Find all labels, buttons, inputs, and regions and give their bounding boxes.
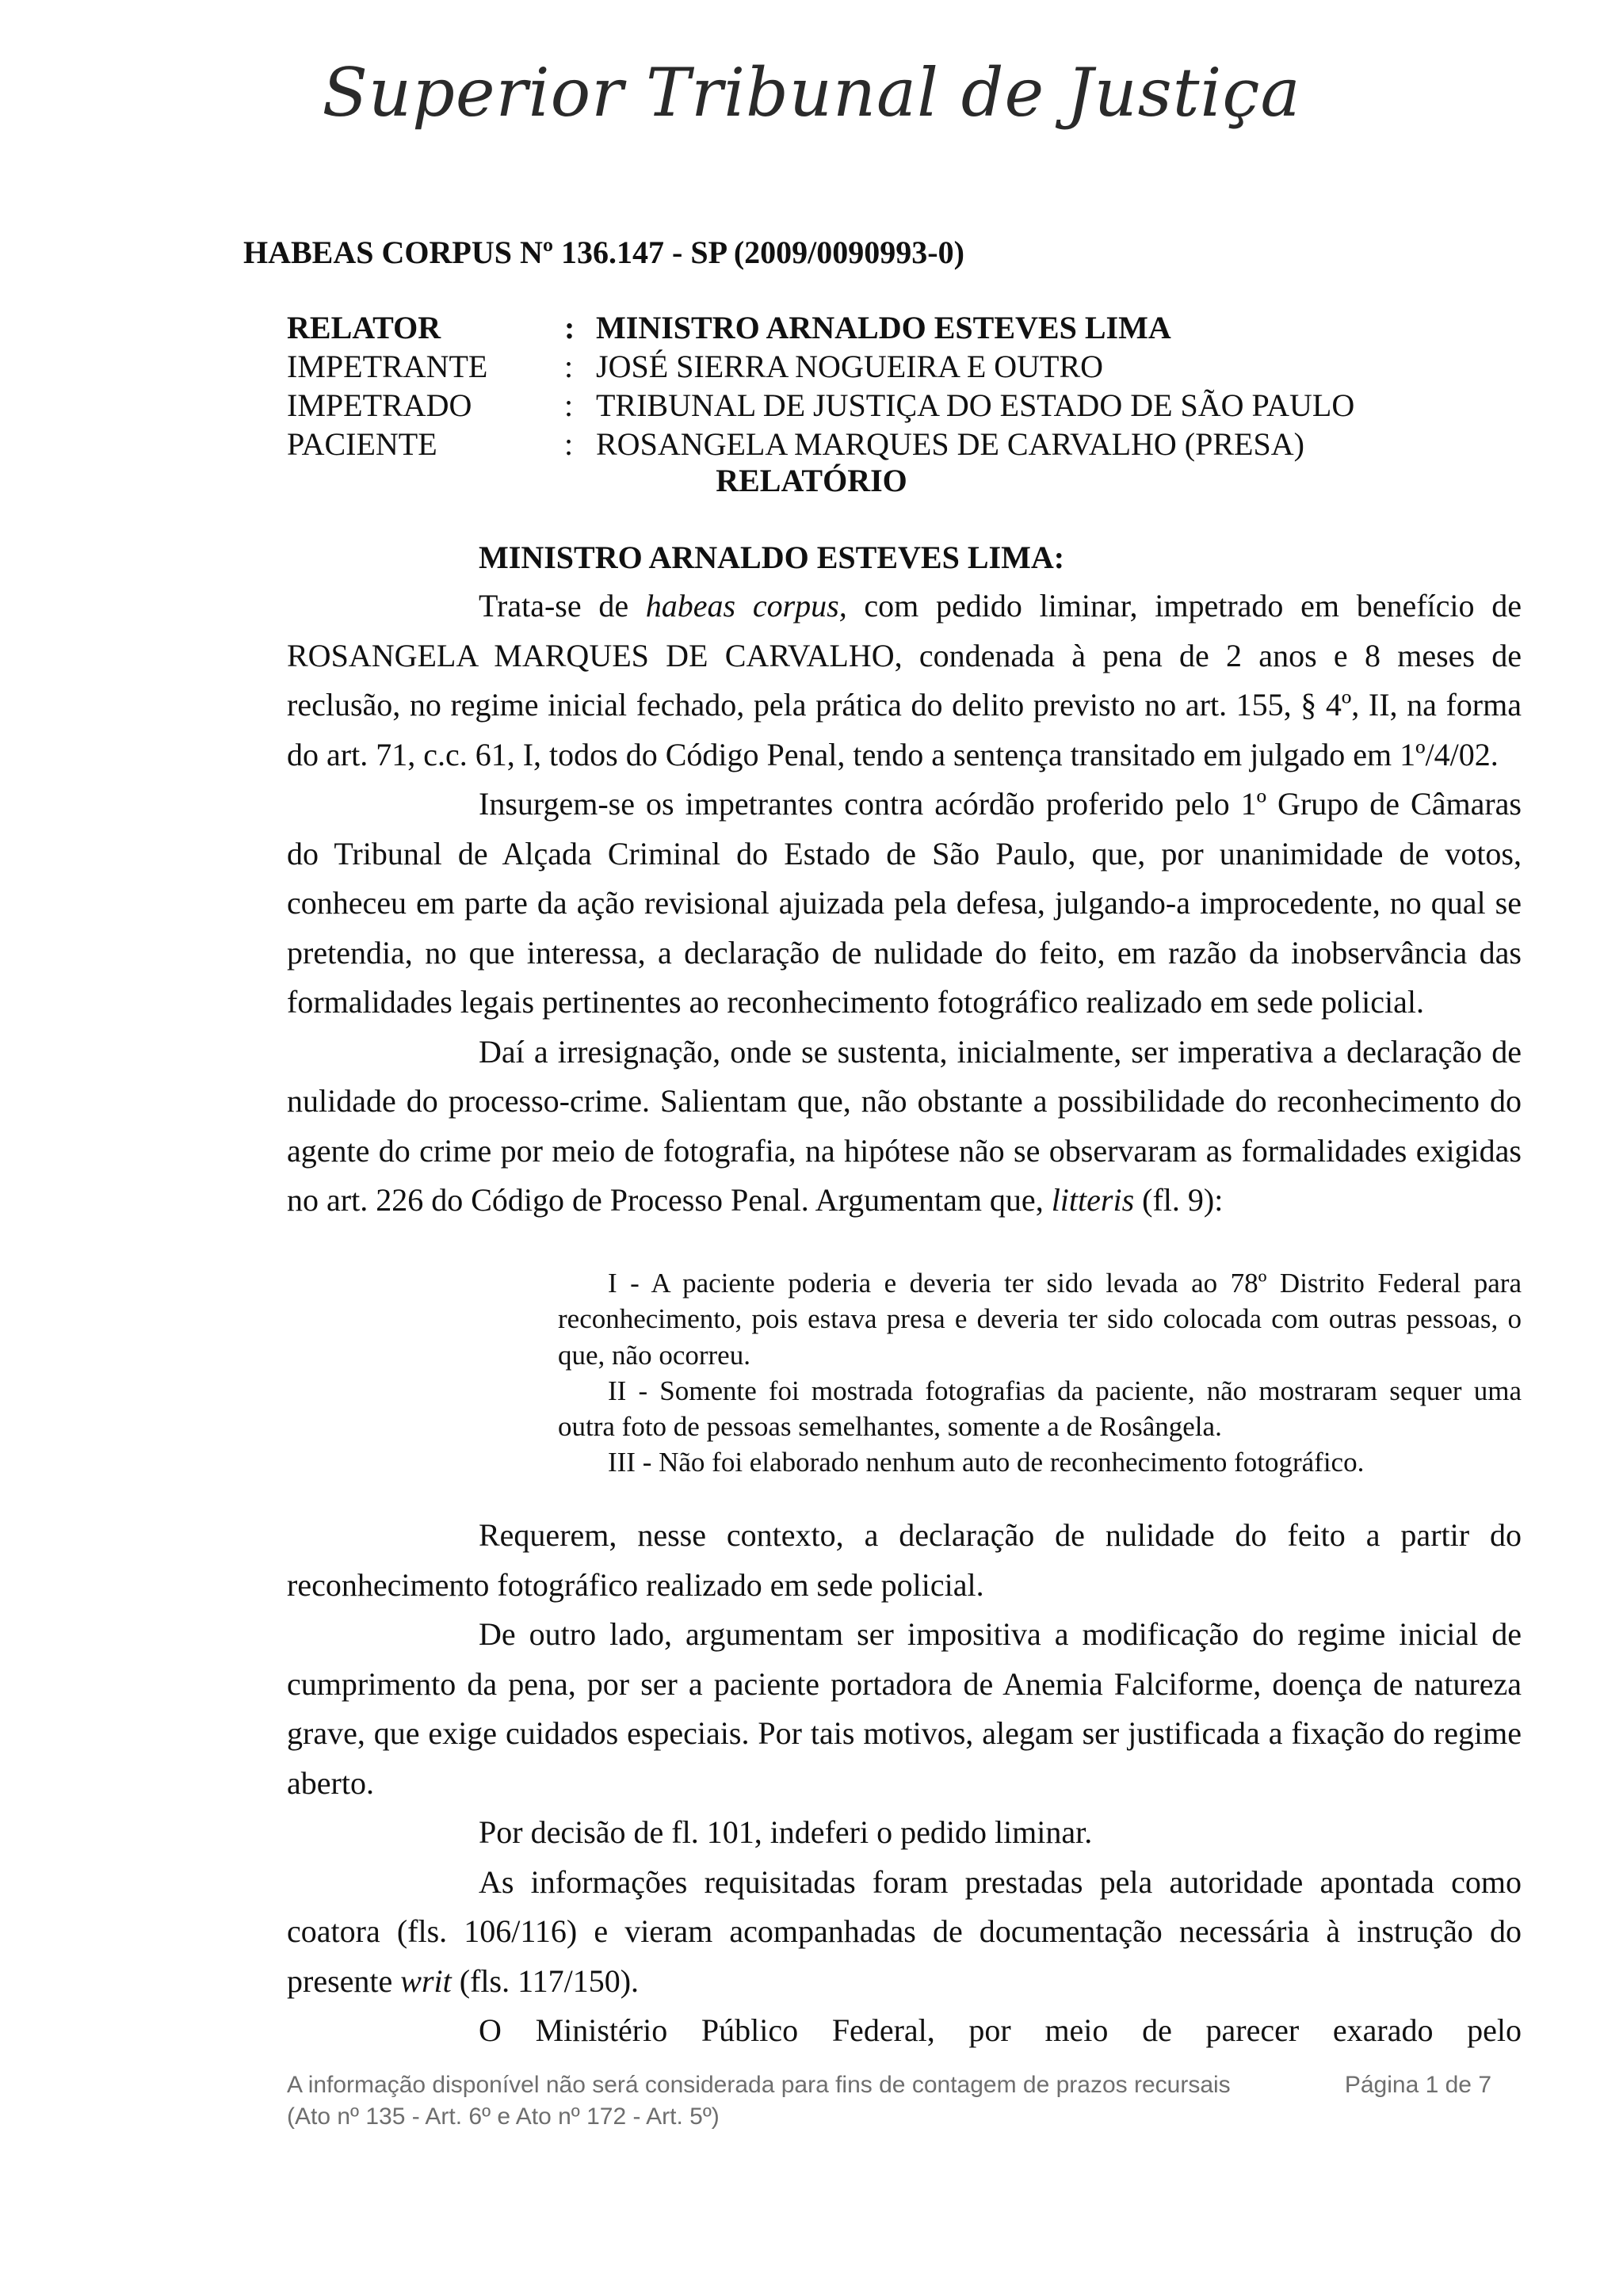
case-title: HABEAS CORPUS Nº 136.147 - SP (2009/0090993-0) xyxy=(243,235,964,270)
body-paragraph xyxy=(287,1858,1522,2007)
quote-item: II - Somente foi mostrada fotografias da paciente, não mostraram sequer uma outra foto de pessoas semelhantes, somente a de Rosângela. xyxy=(558,1375,1522,1443)
party-row-relator xyxy=(287,309,1555,348)
footer-notice-line-1: A informação disponível não será considerada para fins de contagem de prazos recursais xyxy=(287,2072,1231,2098)
speaker-heading: MINISTRO ARNALDO ESTEVES LIMA: xyxy=(479,540,1065,575)
party-colon: : xyxy=(564,349,574,384)
body-text: (fl. 9): xyxy=(1134,1182,1224,1218)
block-quote xyxy=(558,1265,1522,1481)
party-label: PACIENTE xyxy=(287,426,437,462)
quote-item: I - A paciente poderia e deveria ter sido levada ao 78º Distrito Federal para reconhecimento, pois estava presa e deveria ter sido colocada com outras pessoas, o que, não ocorreu. xyxy=(558,1268,1522,1371)
body-paragraph: Insurgem-se os impetrantes contra acórdão proferido pelo 1º Grupo de Câmaras do Tribunal de Alçada Criminal do Estado de São Paulo, que, por unanimidade de votos, conheceu em parte da ação revisional ajuizada pela defesa, julgando-a improcedente, no qual se pretendia, no que interessa, a declaração de nulidade do feito, em razão da inobservância das formalidades legais pertinentes ao reconhecimento fotográfico realizado em sede policial. xyxy=(287,786,1522,1020)
party-value: TRIBUNAL DE JUSTIÇA DO ESTADO DE SÃO PAULO xyxy=(596,387,1355,423)
section-title: RELATÓRIO xyxy=(716,463,907,498)
body-paragraphs-after-quote xyxy=(287,1511,1522,2056)
party-row-impetrado xyxy=(287,387,1555,425)
body-paragraph: Requerem, nesse contexto, a declaração de nulidade do feito a partir do reconhecimento fotográfico realizado em sede policial. xyxy=(287,1517,1522,1603)
party-value: ROSANGELA MARQUES DE CARVALHO (PRESA) xyxy=(596,426,1304,462)
body-paragraph-continued: O Ministério Público Federal, por meio de parecer exarado pelo xyxy=(479,2012,1522,2048)
page-number: Página 1 de 7 xyxy=(1344,2072,1491,2098)
body-text: As informações requisitadas foram prestadas pela autoridade apontada como coatora (fls. 106/116) e vieram acompanhadas de documentação necessária à instrução do presente xyxy=(287,1863,1522,1999)
party-colon: : xyxy=(564,310,575,345)
body-text: Daí a irresignação, onde se sustenta, inicialmente, ser imperativa a declaração de nulidade do processo-crime. Salientam que, não obstante a possibilidade do reconhecimento do agente do crime por meio de fotografia, na hipótese não se observaram as formalidades exigidas no art. 226 do Código de Processo Penal. Argumentam que, xyxy=(287,1033,1522,1218)
party-colon: : xyxy=(564,387,574,423)
body-paragraph: Por decisão de fl. 101, indeferi o pedido liminar. xyxy=(479,1814,1093,1850)
parties-table xyxy=(287,309,1555,464)
party-value: JOSÉ SIERRA NOGUEIRA E OUTRO xyxy=(596,349,1104,384)
body-text: com pedido liminar, impetrado em benefício de ROSANGELA MARQUES DE CARVALHO, condenada à pena de 2 anos e 8 meses de reclusão, no regime inicial fechado, pela prática do delito previsto no art. 155, § 4º, II, na forma do art. 71, c.c. 61, I, todos do Código Penal, tendo a sentença transitado em julgado em 1º/4/02. xyxy=(287,588,1522,772)
footer-notice-line-2: (Ato nº 135 - Art. 6º e Ato nº 172 - Art. 5º) xyxy=(287,2103,720,2130)
party-label: IMPETRANTE xyxy=(287,349,488,384)
body-italic-text: writ xyxy=(400,1962,452,1999)
party-value: MINISTRO ARNALDO ESTEVES LIMA xyxy=(596,310,1171,345)
body-paragraph xyxy=(287,1028,1522,1226)
court-header: Superior Tribunal de Justiça xyxy=(322,54,1301,132)
party-colon: : xyxy=(564,426,574,462)
party-row-impetrante xyxy=(287,348,1555,387)
party-label: RELATOR xyxy=(287,310,441,345)
page-footer xyxy=(287,2069,1491,2133)
body-italic-text: litteris xyxy=(1051,1182,1135,1218)
quote-item: III - Não foi elaborado nenhum auto de reconhecimento fotográfico. xyxy=(608,1447,1365,1478)
body-paragraph: De outro lado, argumentam ser impositiva a modificação do regime inicial de cumprimento da pena, por ser a paciente portadora de Anemia Falciforme, doença de natureza grave, que exige cuidados especiais. Por tais motivos, alegam ser justificada a fixação do regime aberto. xyxy=(287,1616,1522,1801)
body-text: Trata-se de xyxy=(479,588,646,624)
body-text: (fls. 117/150). xyxy=(451,1962,640,1999)
body-italic-text: habeas corpus, xyxy=(645,588,847,624)
party-row-paciente xyxy=(287,425,1555,464)
body-paragraph xyxy=(287,582,1522,780)
body-paragraphs-before-quote xyxy=(287,582,1522,1226)
party-label: IMPETRADO xyxy=(287,387,472,423)
